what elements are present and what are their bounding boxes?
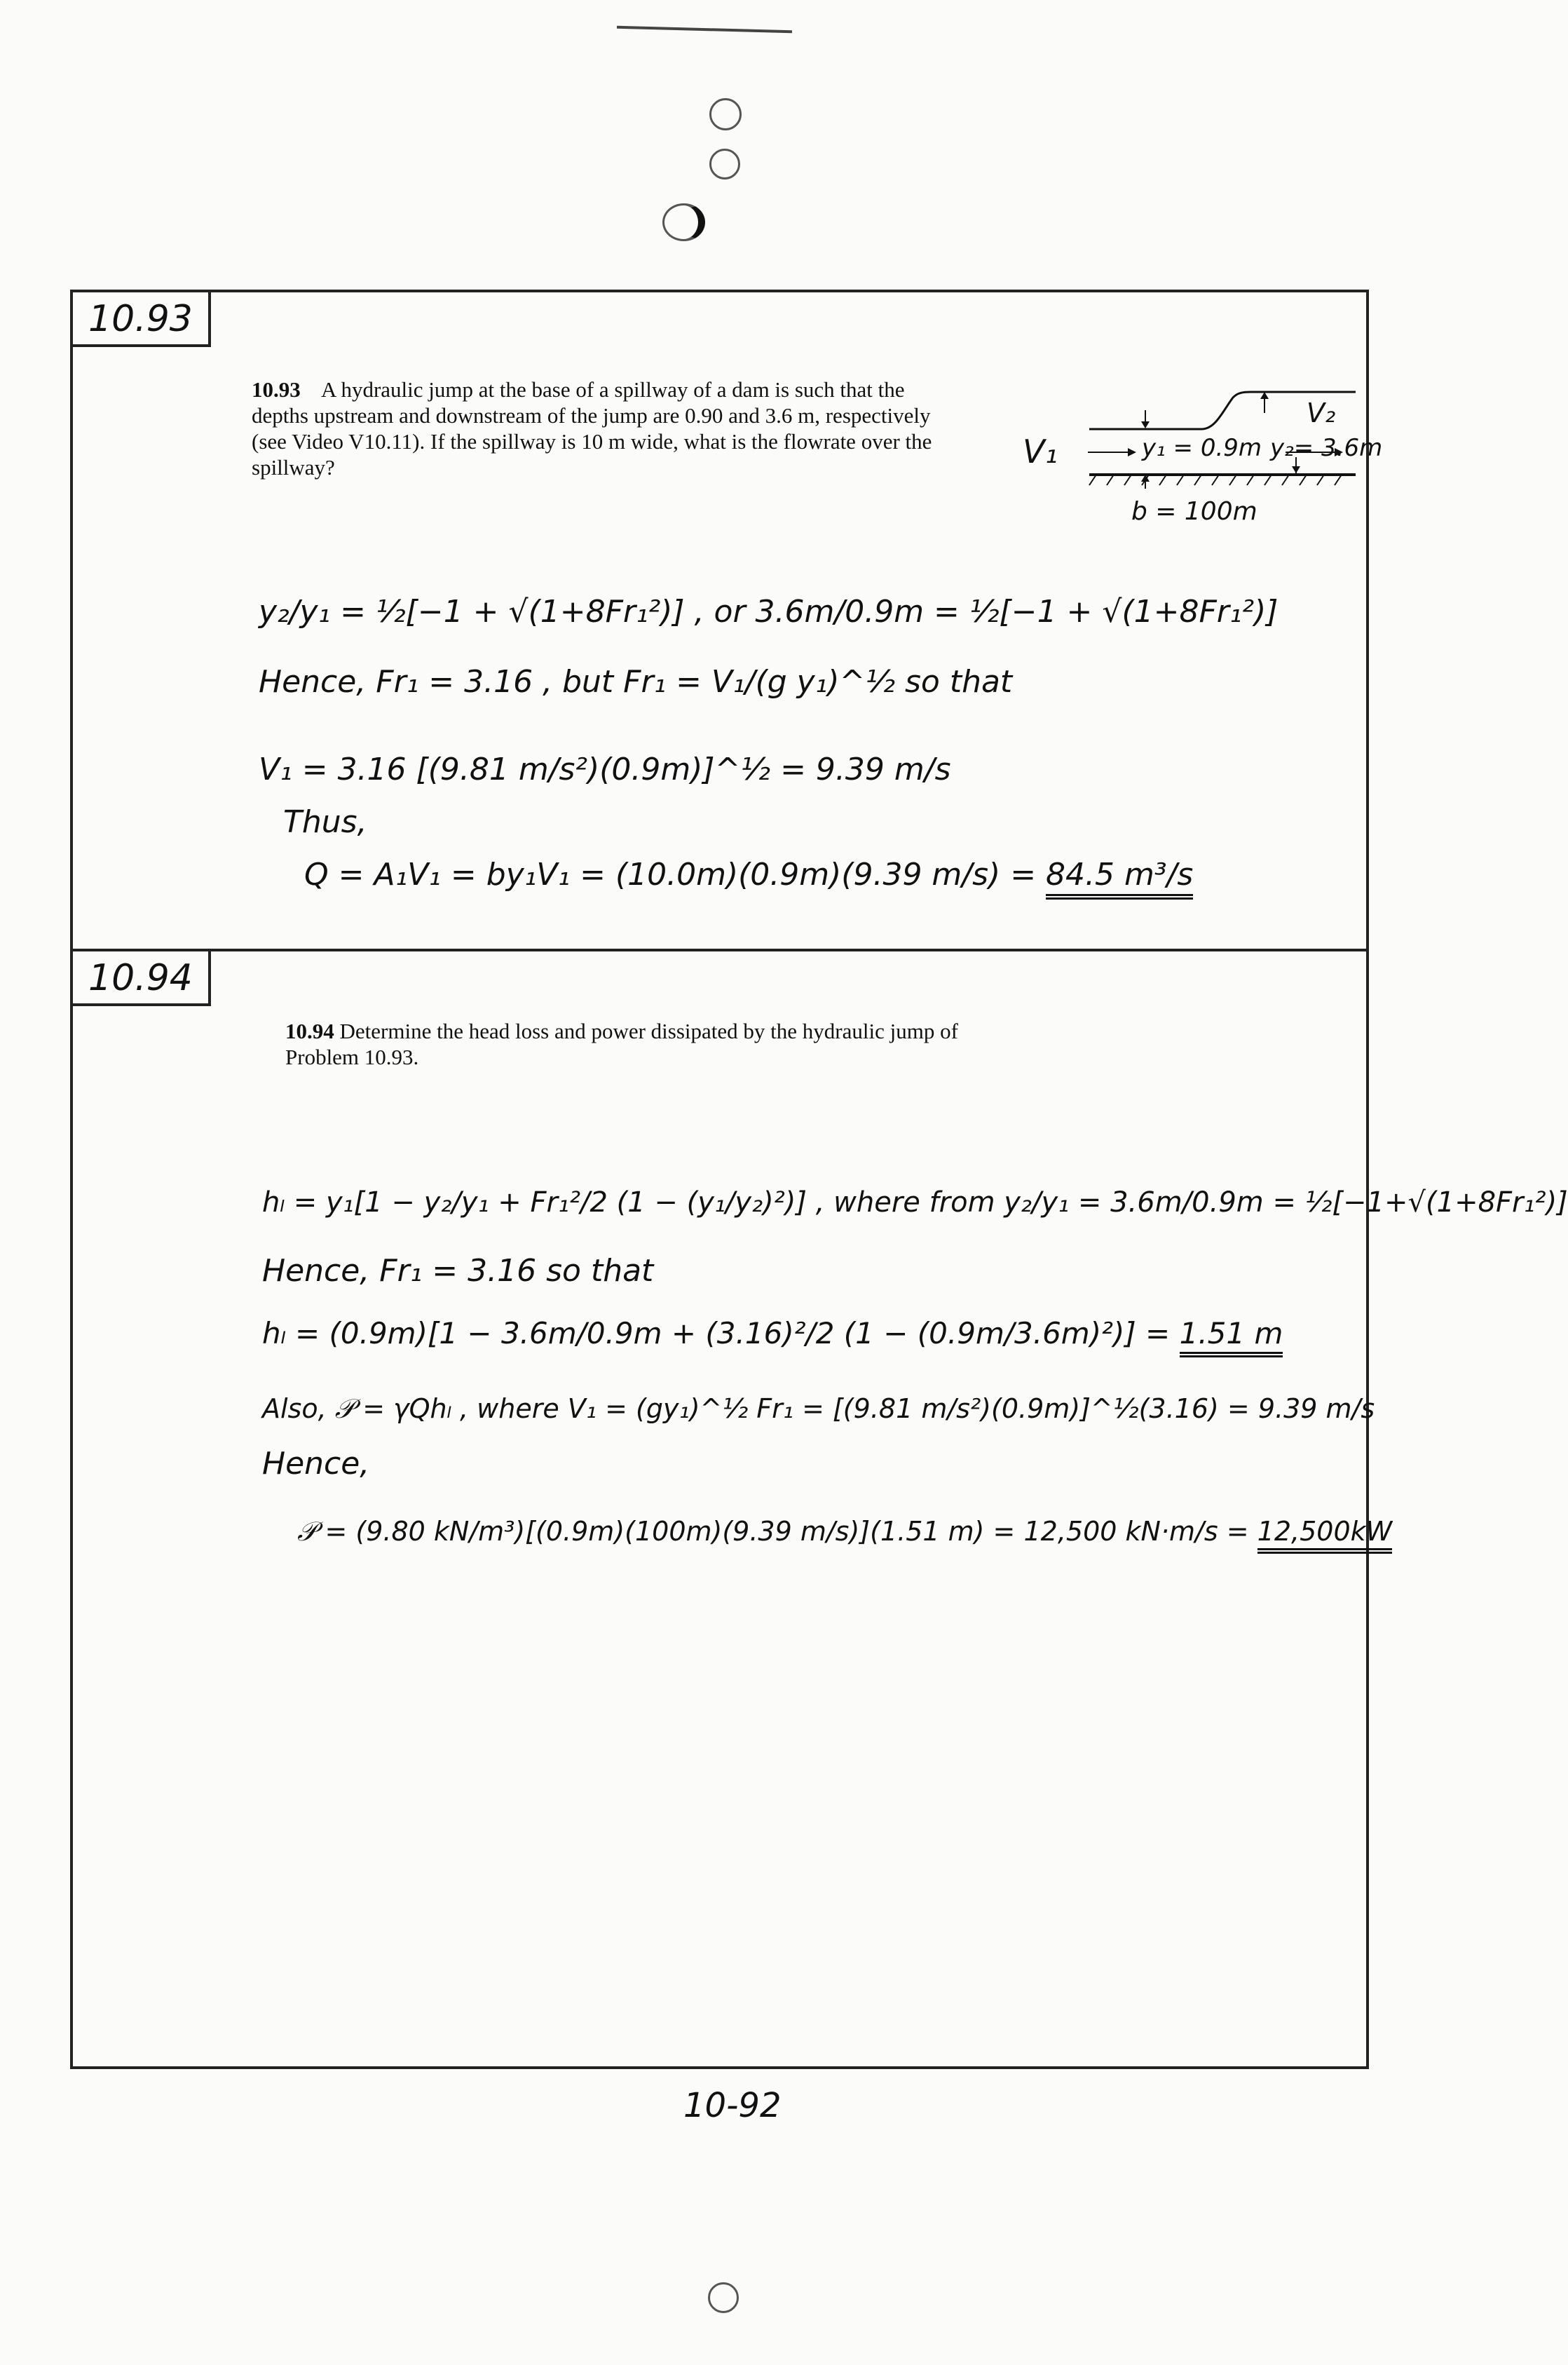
problem-statement: [285, 1018, 979, 1070]
width-label: b = 100m: [1131, 497, 1257, 526]
y1-label: y₁ = 0.9m: [1142, 434, 1262, 462]
statement-number: 10.94: [285, 1019, 334, 1043]
solution-line-2: Hence, Fr₁ = 3.16 so that: [262, 1253, 654, 1289]
head-loss-equation: hₗ = (0.9m)[1 − 3.6m/0.9m + (3.16)²/2 (1 − (0.9m/3.6m)²)] =: [262, 1316, 1180, 1350]
statement-number: 10.93: [252, 377, 301, 402]
binder-hole-4: [708, 2282, 739, 2313]
binder-hole-3: [662, 203, 705, 241]
problem-number-box: 10.93: [70, 290, 211, 347]
solution-line-3: V₁ = 3.16 [(9.81 m/s²)(0.9m)]^½ = 9.39 m/s: [259, 752, 951, 787]
head-loss-answer: 1.51 m: [1180, 1316, 1283, 1357]
statement-text: A hydraulic jump at the base of a spillway of a dam is such that the depths upstream and downstream of the jump are 0.90 and 3.6 m, respectively (see Video V10.11). If the spillway is 10 m wide, what is the flowrate over the spillway?: [252, 377, 932, 480]
solution-line-4: Thus,: [283, 804, 367, 840]
binder-hole-2: [709, 149, 740, 179]
solution-line-1: hₗ = y₁[1 − y₂/y₁ + Fr₁²/2 (1 − (y₁/y₂)²)] , where from y₂/y₁ = 3.6m/0.9m = ½[−1+√(1+8Fr₁²)]: [262, 1186, 1568, 1219]
top-mark: [617, 26, 792, 34]
problem-10-93-panel: [70, 290, 1383, 951]
page-number: 10-92: [683, 2086, 782, 2125]
y2-label: y₂= 3.6m: [1270, 434, 1383, 462]
v1-label: V₁: [1023, 433, 1058, 470]
binder-hole-1: [709, 98, 742, 130]
solution-line-5: Hence,: [262, 1446, 370, 1482]
problem-statement: [252, 377, 949, 480]
solution-line-1: y₂/y₁ = ½[−1 + √(1+8Fr₁²)] , or 3.6m/0.9m = ½[−1 + √(1+8Fr₁²)]: [259, 594, 1279, 630]
problem-10-94-panel: [70, 949, 1568, 2069]
power-equation: 𝒫 = (9.80 kN/m³)[(0.9m)(100m)(9.39 m/s)](1.51 m) = 12,500 kN·m/s =: [297, 1516, 1257, 1547]
solution-line-2: Hence, Fr₁ = 3.16 , but Fr₁ = V₁/(g y₁)^½ so that: [259, 664, 1013, 700]
solution-line-3: [262, 1316, 1283, 1350]
statement-text: Determine the head loss and power dissipated by the hydraulic jump of Problem 10.93.: [285, 1019, 958, 1069]
solution-line-6: [297, 1516, 1392, 1547]
solution-line-5: [304, 857, 1193, 893]
flowrate-answer: 84.5 m³/s: [1046, 857, 1193, 900]
solution-line-4: Also, 𝒫 = γQhₗ , where V₁ = (gy₁)^½ Fr₁ = [(9.81 m/s²)(0.9m)]^½(3.16) = 9.39 m/s: [262, 1393, 1375, 1424]
v2-label: V₂: [1307, 398, 1336, 428]
problem-number-box: 10.94: [70, 949, 211, 1006]
flowrate-equation: Q = A₁V₁ = by₁V₁ = (10.0m)(0.9m)(9.39 m/s) =: [304, 857, 1047, 893]
power-answer: 12,500kW: [1257, 1516, 1393, 1554]
